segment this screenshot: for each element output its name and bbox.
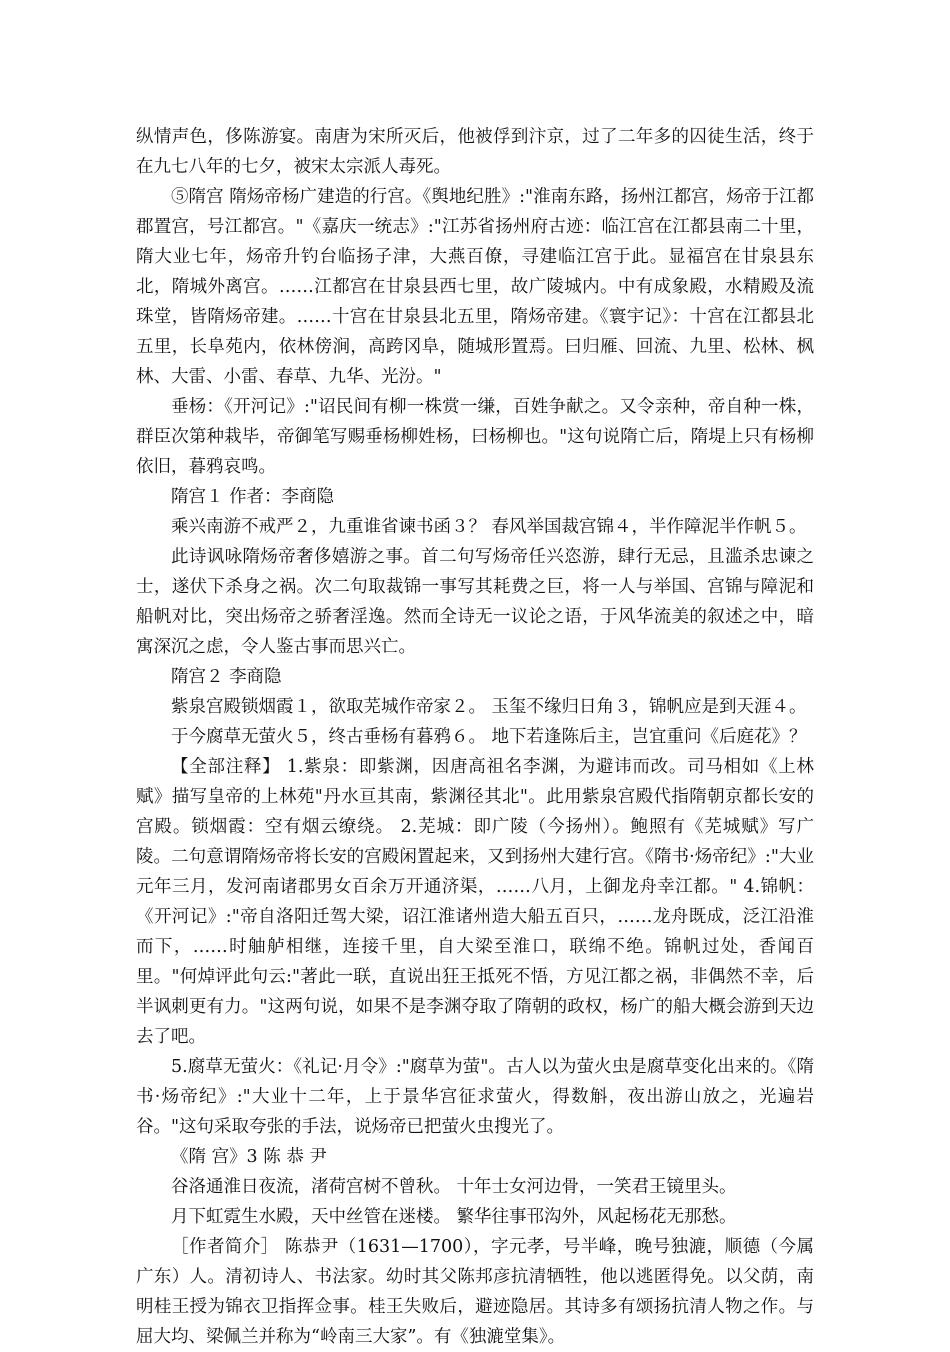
author-bio: ［作者简介］ 陈恭尹（1631—1700），字元孝，号半峰，晚号独漉，顺德（今属广东）人。清初诗人、书法家。幼时其父陈邦彦抗清牺牲，他以逃匿得免。以父荫，南明桂王授为锦衣卫指挥佥事。桂王失败后，避迹隐居。其诗多有颂扬抗清人物之作。与屈大均、梁佩兰并称为“岭南三大家”。有《独漉堂集》。 (136, 1237, 814, 1347)
poem-2-line-2: 于今腐草无萤火５，终古垂杨有暮鸦６。 地下若逢陈后主，岂宜重问《后庭花》？ (171, 727, 807, 747)
poem-2-annotations: 【全部注释】 1.紫泉：即紫渊，因唐高祖名李渊，为避讳而改。司马相如《上林赋》描写皇帝的上林苑"丹水亘其南，紫渊径其北"。此用紫泉宫殿代指隋朝京都长安的宫殿。锁烟霞：空有烟云缭绕。 2.芜城：即广陵（今扬州）。鲍照有《芜城赋》写广陵。二句意谓隋炀帝将长安的宫殿闲置起来，又到扬州大建行宫。《隋书·炀帝纪》:"大业元年三月，发河南诸郡男女百余万开通济渠，……八月，上御龙舟幸江都。" 4.锦帆：《开河记》:"帝自洛阳迁驾大梁，诏江淮诸州造大船五百只，……龙舟既成，泛江沿淮而下，……时舳舻相继，连接千里，自大梁至淮口，联绵不绝。锦帆过处，香闻百里。"何焯评此句云:"著此一联，直说出狂王抵死不悟，方见江都之祸，非偶然不幸，后半讽刺更有力。"这两句说，如果不是李渊夺取了隋朝的政权，杨广的船大概会游到天边去了吧。 (136, 757, 814, 1047)
poem-2-title: 隋宫２ 李商隐 (171, 667, 282, 687)
poem-3-title: 《隋 宫》3 陈 恭 尹 (171, 1147, 327, 1167)
paragraph-li-yu-ending: 纵情声色，侈陈游宴。南唐为宋所灭后，他被俘到汴京，过了二年多的囚徒生活，终于在九七八年的七夕，被宋太宗派人毒死。 (136, 127, 814, 177)
poem-2-annotation-5: 5.腐草无萤火：《礼记·月令》:"腐草为萤"。古人以为萤火虫是腐草变化出来的。《隋书·炀帝纪》:"大业十二年，上于景华宫征求萤火，得数斛，夜出游山放之，光遍岩谷。"这句采取夸张的手法，说炀帝已把萤火虫搜光了。 (136, 1057, 814, 1137)
poem-1-text: 乘兴南游不戒严２，九重谁省谏书函３？ 春风举国裁宫锦４，半作障泥半作帆５。 (171, 517, 807, 537)
poem-1-title: 隋宫１ 作者：李商隐 (171, 487, 335, 507)
paragraph-note-willow: 垂杨：《开河记》:"诏民间有柳一株赏一缣，百姓争献之。又令亲种，帝自种一株，群臣次第种栽毕，帝御笔写赐垂杨柳姓杨，曰杨柳也。"这句说隋亡后，隋堤上只有杨柳依旧，暮鸦哀鸣。 (136, 397, 814, 477)
poem-1-commentary: 此诗讽咏隋炀帝奢侈嬉游之事。首二句写炀帝任兴恣游，肆行无忌，且滥杀忠谏之士，遂伏下杀身之祸。次二句取裁锦一事写其耗费之巨，将一人与举国、宫锦与障泥和船帆对比，突出炀帝之骄奢淫逸。然而全诗无一议论之语，于风华流美的叙述之中，暗寓深沉之虑，令人鉴古事而思兴亡。 (136, 547, 814, 657)
poem-3-line-2: 月下虹霓生水殿，天中丝管在迷楼。 繁华往事邗沟外，风起杨花无那愁。 (171, 1207, 737, 1227)
poem-3-line-1: 谷洛通淮日夜流，渚荷宫树不曾秋。 十年士女河边骨，一笑君王镜里头。 (171, 1177, 737, 1197)
poem-2-line-1: 紫泉宫殿锁烟霞１，欲取芜城作帝家２。 玉玺不缘归日角３，锦帆应是到天涯４。 (171, 697, 807, 717)
paragraph-note-sui-palace: ⑤隋宫 隋炀帝杨广建造的行宫。《舆地纪胜》:"淮南东路，扬州江都宫，炀帝于江都郡置宫，号江都宫。"《嘉庆一统志》:"江苏省扬州府古迹：临江宫在江都县南二十里，隋大业七年，炀帝升钓台临扬子津，大燕百僚，寻建临江宫于此。显福宫在甘泉县东北，隋城外离宫。……江都宫在甘泉县西七里，故广陵城内。中有成象殿，水精殿及流珠堂，皆隋炀帝建。……十宫在甘泉县北五里，隋炀帝建。《寰宇记》：十宫在江都县北五里，长阜苑内，依林傍涧，高跨冈阜，随城形置焉。曰归雁、回流、九里、松林、枫林、大雷、小雷、春草、九华、光汾。" (136, 187, 814, 387)
